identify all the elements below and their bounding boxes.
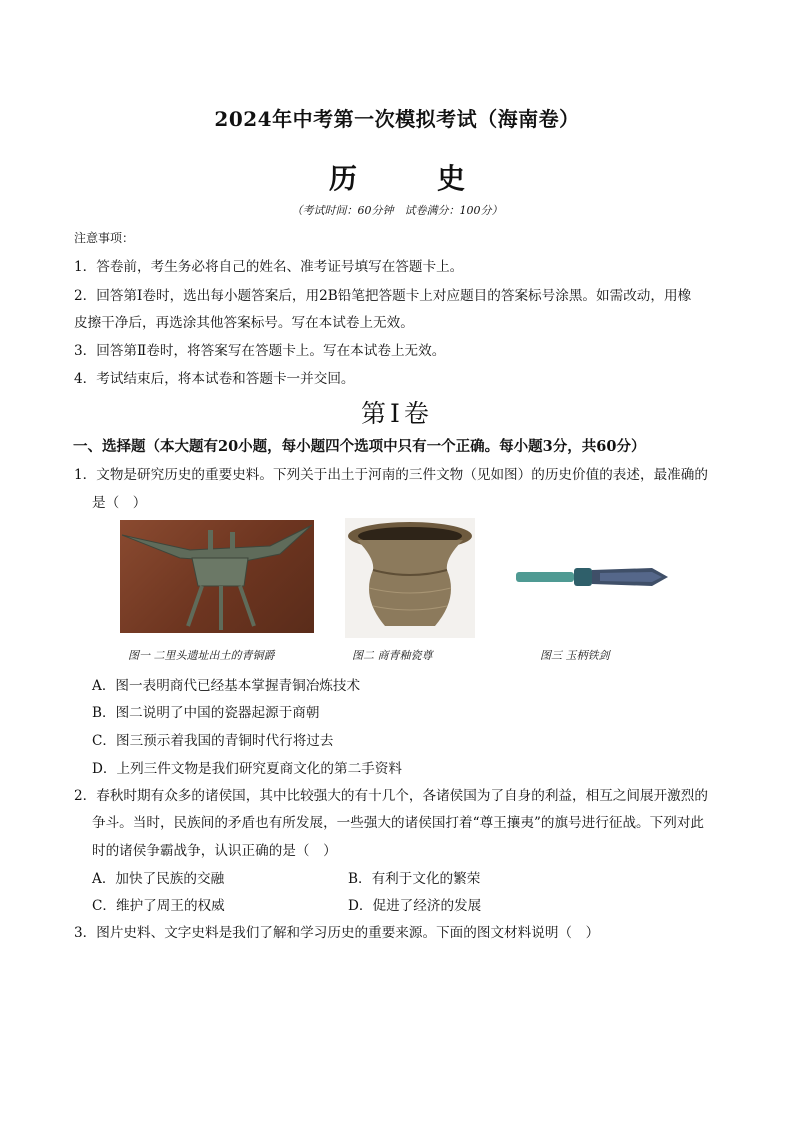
q2-option-b: B．有利于文化的繁荣 <box>348 871 481 887</box>
notice-item-1: 1．答卷前，考生务必将自己的姓名、准考证号填写在答题卡上。 <box>74 259 464 275</box>
jade-sword-image <box>512 560 670 594</box>
q1-option-a: A．图一表明商代已经基本掌握青铜冶炼技术 <box>92 678 361 694</box>
section-heading: 一、选择题（本大题有20小题，每小题四个选项中只有一个正确。每小题3分，共60分） <box>73 438 646 455</box>
q1-option-b: B．图二说明了中国的瓷器起源于商朝 <box>92 705 320 721</box>
exam-info: （考试时间：60分钟 试卷满分：100分） <box>291 204 503 217</box>
caption-figure-1: 图一 二里头遗址出土的青铜爵 <box>128 649 275 662</box>
q2-stem: 2．春秋时期有众多的诸侯国，其中比较强大的有十几个，各诸侯国为了自身的利益，相互之间展开激烈的 <box>74 788 708 804</box>
bronze-jue-image <box>120 520 314 633</box>
q2-option-d: D．促进了经济的发展 <box>348 898 482 914</box>
notice-item-2-cont: 皮擦干净后，再选涂其他答案标号。写在本试卷上无效。 <box>74 315 414 331</box>
figure-bronze-jue <box>120 520 314 633</box>
celadon-zun-image <box>345 518 475 638</box>
notice-heading: 注意事项： <box>74 231 135 245</box>
q1-stem: 1．文物是研究历史的重要史料。下列关于出土于河南的三件文物（见如图）的历史价值的表述，最准确的 <box>74 467 708 483</box>
q3-stem: 3．图片史料、文字史料是我们了解和学习历史的重要来源。下面的图文材料说明（ ） <box>74 925 600 941</box>
figure-jade-sword <box>512 560 670 594</box>
subject-title: 历 史 <box>328 162 491 195</box>
exam-title: 2024年中考第一次模拟考试（海南卷） <box>214 107 580 131</box>
caption-figure-2: 图二 商青釉瓷尊 <box>352 649 433 662</box>
q2-stem-cont-1: 争斗。当时，民族间的矛盾也有所发展，一些强大的诸侯国打着“尊王攘夷”的旗号进行征战。下列对此 <box>92 815 705 831</box>
q1-option-c: C．图三预示着我国的青铜时代行将过去 <box>92 733 334 749</box>
figure-celadon-zun <box>345 518 475 638</box>
q1-stem-cont: 是（ ） <box>92 495 147 511</box>
caption-figure-3: 图三 玉柄铁剑 <box>540 649 610 662</box>
q2-option-a: A．加快了民族的交融 <box>92 871 225 887</box>
q2-stem-cont-2: 时的诸侯争霸战争，认识正确的是（ ） <box>92 843 337 859</box>
notice-item-3: 3．回答第Ⅱ卷时，将答案写在答题卡上。写在本试卷上无效。 <box>74 343 446 359</box>
q1-option-d: D．上列三件文物是我们研究夏商文化的第二手资料 <box>92 761 402 777</box>
notice-item-4: 4．考试结束后，将本试卷和答题卡一并交回。 <box>74 371 355 387</box>
notice-item-2: 2．回答第Ⅰ卷时，选出每小题答案后，用2B铅笔把答题卡上对应题目的答案标号涂黑。如需改动，用橡 <box>74 288 692 304</box>
q2-option-c: C．维护了周王的权威 <box>92 898 225 914</box>
volume-heading: 第Ⅰ卷 <box>361 399 433 428</box>
